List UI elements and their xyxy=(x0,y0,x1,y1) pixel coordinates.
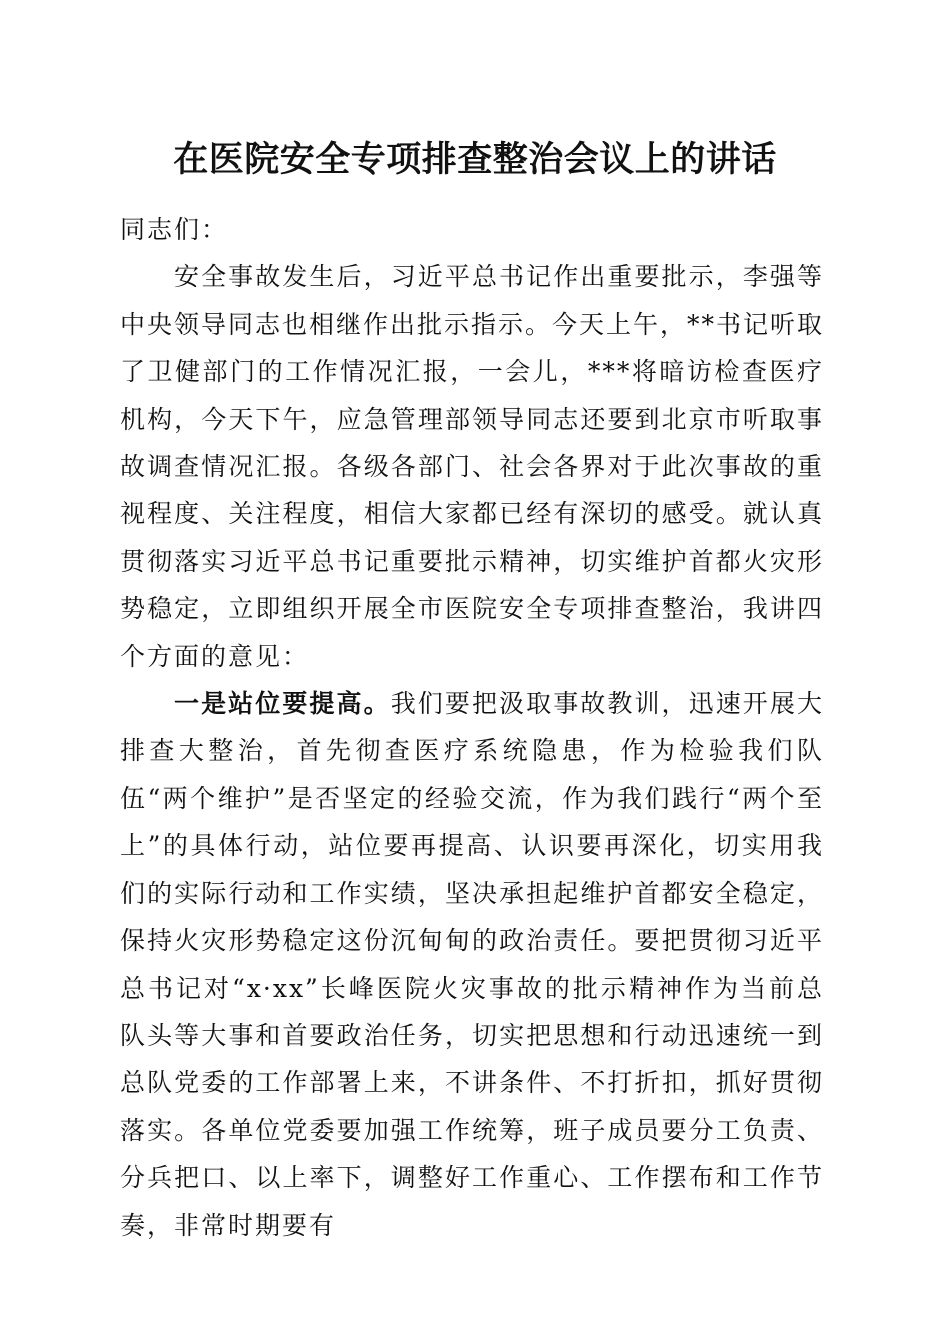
paragraph-intro xyxy=(120,253,824,680)
paragraph-text: 我们要把汲取事故教训，迅速开展大排查大整治，首先彻查医疗系统隐患，作为检验我们队伍“两个维护”是否坚定的经验交流，作为我们践行“两个至上”的具体行动，站位要再提高、认识要再深化，切实用我们的实际行动和工作实绩，坚决承担起维护首都安全稳定，保持火灾形势稳定这份沉甸甸的政治责任。要把贯彻习近平总书记对“x·xx”长峰医院火灾事故的批示精神作为当前总队头等大事和首要政治任务，切实把思想和行动迅速统一到总队党委的工作部署上来，不讲条件、不打折扣，抓好贯彻落实。各单位党委要加强工作统筹，班子成员要分工负责、分兵把口、以上率下，调整好工作重心、工作摆布和工作节奏，非常时期要有 xyxy=(120,689,824,1240)
paragraph-point-one xyxy=(120,680,824,1249)
document-body xyxy=(120,206,824,1249)
paragraph-lead: 一是站位要提高。 xyxy=(174,689,391,719)
paragraph-text: 安全事故发生后，习近平总书记作出重要批示，李强等中央领导同志也相继作出批示指示。今天上午，**书记听取了卫健部门的工作情况汇报，一会儿，***将暗访检查医疗机构，今天下午，应急管理部领导同志还要到北京市听取事故调查情况汇报。各级各部门、社会各界对于此次事故的重视程度、关注程度，相信大家都已经有深切的感受。就认真贯彻落实习近平总书记重要批示精神，切实维护首都火灾形势稳定，立即组织开展全市医院安全专项排查整治，我讲四个方面的意见： xyxy=(120,262,825,671)
salutation: 同志们： xyxy=(120,215,229,244)
document-title: 在医院安全专项排查整治会议上的讲话 xyxy=(173,139,777,180)
